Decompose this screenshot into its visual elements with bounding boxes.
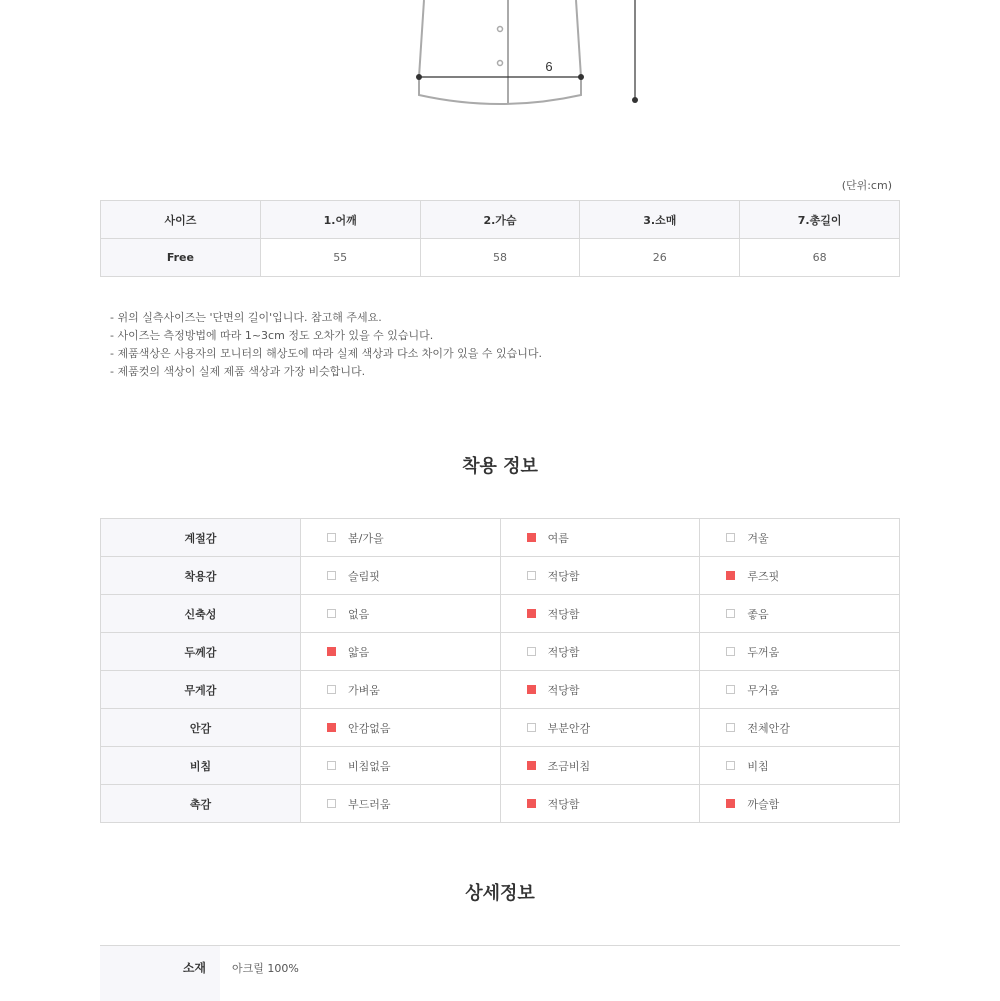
fit-option xyxy=(301,785,501,823)
fit-option-label: 적당함 xyxy=(547,797,580,811)
checked-box-icon xyxy=(527,761,536,770)
fit-option xyxy=(700,747,900,785)
unchecked-box-icon xyxy=(726,533,735,542)
unchecked-box-icon xyxy=(327,799,336,808)
size-value: 55 xyxy=(260,239,420,277)
note-line: - 제품색상은 사용자의 모니터의 해상도에 따라 실제 색상과 다소 차이가 있을 수 있습니다. xyxy=(110,347,542,360)
fit-option-label: 적당함 xyxy=(547,607,580,621)
fit-option-label: 여름 xyxy=(547,531,569,545)
unchecked-box-icon xyxy=(527,647,536,656)
fit-option xyxy=(500,557,700,595)
fit-option-label: 얇음 xyxy=(348,645,370,659)
table-row xyxy=(101,557,900,595)
measure-point xyxy=(578,74,584,80)
checked-box-icon xyxy=(726,799,735,808)
table-row xyxy=(101,595,900,633)
fit-option-label: 까슬함 xyxy=(747,797,780,811)
button xyxy=(498,61,503,66)
fit-info-table xyxy=(100,518,900,823)
header-cell: 3.소매 xyxy=(580,201,740,239)
detail-value-material: 아크릴 100% xyxy=(232,962,299,975)
fit-option-label: 적당함 xyxy=(547,645,580,659)
size-value: 26 xyxy=(580,239,740,277)
unchecked-box-icon xyxy=(726,609,735,618)
fit-option-label: 조금비침 xyxy=(547,759,591,773)
table-row xyxy=(101,633,900,671)
fit-option xyxy=(301,519,501,557)
fit-option-label: 겨울 xyxy=(747,531,769,545)
checked-box-icon xyxy=(726,571,735,580)
detail-info-title: 상세정보 xyxy=(465,883,535,904)
fit-label: 신축성 xyxy=(101,595,301,633)
note-line: - 제품컷의 색상이 실제 제품 색상과 가장 비슷합니다. xyxy=(110,365,366,378)
unchecked-box-icon xyxy=(726,723,735,732)
fit-option-label: 슬림핏 xyxy=(348,569,380,583)
fit-option xyxy=(301,633,501,671)
fit-option xyxy=(700,595,900,633)
unchecked-box-icon xyxy=(327,609,336,618)
fit-label: 안감 xyxy=(101,709,301,747)
fit-option-label: 없음 xyxy=(348,607,370,621)
unchecked-box-icon xyxy=(527,571,536,580)
detail-label-material: 소재 xyxy=(100,946,220,1001)
fit-option-label: 좋음 xyxy=(747,607,769,621)
fit-option-label: 가벼움 xyxy=(348,683,380,697)
checked-box-icon xyxy=(527,609,536,618)
checked-box-icon xyxy=(527,685,536,694)
checked-box-icon xyxy=(527,533,536,542)
size-table xyxy=(100,200,900,277)
fit-option-label: 안감없음 xyxy=(348,721,391,735)
unchecked-box-icon xyxy=(527,723,536,732)
measure-point xyxy=(632,97,638,103)
size-value: 68 xyxy=(740,239,900,277)
checked-box-icon xyxy=(327,647,336,656)
fit-option xyxy=(301,747,501,785)
header-cell: 1.어깨 xyxy=(260,201,420,239)
header-cell: 7.총길이 xyxy=(740,201,900,239)
table-row xyxy=(101,785,900,823)
unit-note: (단위:cm) xyxy=(841,179,892,192)
table-row xyxy=(101,747,900,785)
fit-option xyxy=(500,709,700,747)
fit-option xyxy=(500,595,700,633)
fit-option xyxy=(301,595,501,633)
table-row xyxy=(101,671,900,709)
fit-option-label: 적당함 xyxy=(547,569,580,583)
table-row xyxy=(101,709,900,747)
fit-option xyxy=(700,785,900,823)
fit-option-label: 비침 xyxy=(747,759,769,773)
fit-option xyxy=(700,519,900,557)
fit-option xyxy=(500,671,700,709)
garment-size-diagram xyxy=(0,0,1000,110)
fit-info-title: 착용 정보 xyxy=(462,456,538,477)
fit-option-label: 두꺼움 xyxy=(747,645,780,659)
measure-label: 6 xyxy=(545,59,553,74)
fit-label: 계절감 xyxy=(101,519,301,557)
fit-label: 무게감 xyxy=(101,671,301,709)
fit-option xyxy=(301,557,501,595)
checked-box-icon xyxy=(327,723,336,732)
fit-label: 착용감 xyxy=(101,557,301,595)
fit-option xyxy=(301,709,501,747)
fit-option-label: 봄/가을 xyxy=(348,531,384,545)
size-value: 58 xyxy=(420,239,580,277)
unchecked-box-icon xyxy=(327,571,336,580)
unchecked-box-icon xyxy=(327,533,336,542)
unchecked-box-icon xyxy=(327,685,336,694)
fit-option xyxy=(700,557,900,595)
header-cell: 2.가슴 xyxy=(420,201,580,239)
header-cell: 사이즈 xyxy=(101,201,261,239)
fit-option xyxy=(700,709,900,747)
fit-option-label: 전체안감 xyxy=(747,721,790,735)
note-line: - 위의 실측사이즈는 '단면의 길이'입니다. 참고해 주세요. xyxy=(110,311,382,324)
note-line: - 사이즈는 측정방법에 따라 1~3cm 정도 오차가 있을 수 있습니다. xyxy=(110,329,434,342)
fit-option xyxy=(700,671,900,709)
unchecked-box-icon xyxy=(726,761,735,770)
fit-option-label: 부드러움 xyxy=(348,797,391,811)
fit-option-label: 적당함 xyxy=(547,683,580,697)
fit-option xyxy=(700,633,900,671)
fit-option-label: 부분안감 xyxy=(547,721,591,735)
size-name: Free xyxy=(101,239,261,277)
fit-option xyxy=(500,519,700,557)
fit-option xyxy=(500,785,700,823)
fit-label: 비침 xyxy=(101,747,301,785)
fit-option xyxy=(301,671,501,709)
fit-option xyxy=(500,747,700,785)
table-row xyxy=(101,239,900,277)
fit-option-label: 루즈핏 xyxy=(747,569,780,583)
detail-info-table xyxy=(100,945,900,1001)
fit-option xyxy=(500,633,700,671)
measure-point xyxy=(416,74,422,80)
table-row xyxy=(101,519,900,557)
fit-label: 촉감 xyxy=(101,785,301,823)
fit-option-label: 비침없음 xyxy=(348,759,391,773)
unchecked-box-icon xyxy=(327,761,336,770)
checked-box-icon xyxy=(527,799,536,808)
size-notes xyxy=(110,309,542,381)
fit-option-label: 무거움 xyxy=(747,683,780,697)
unchecked-box-icon xyxy=(726,685,735,694)
button xyxy=(498,27,503,32)
fit-label: 두께감 xyxy=(101,633,301,671)
garment-outline xyxy=(419,0,581,104)
unchecked-box-icon xyxy=(726,647,735,656)
size-table-header xyxy=(101,201,900,239)
